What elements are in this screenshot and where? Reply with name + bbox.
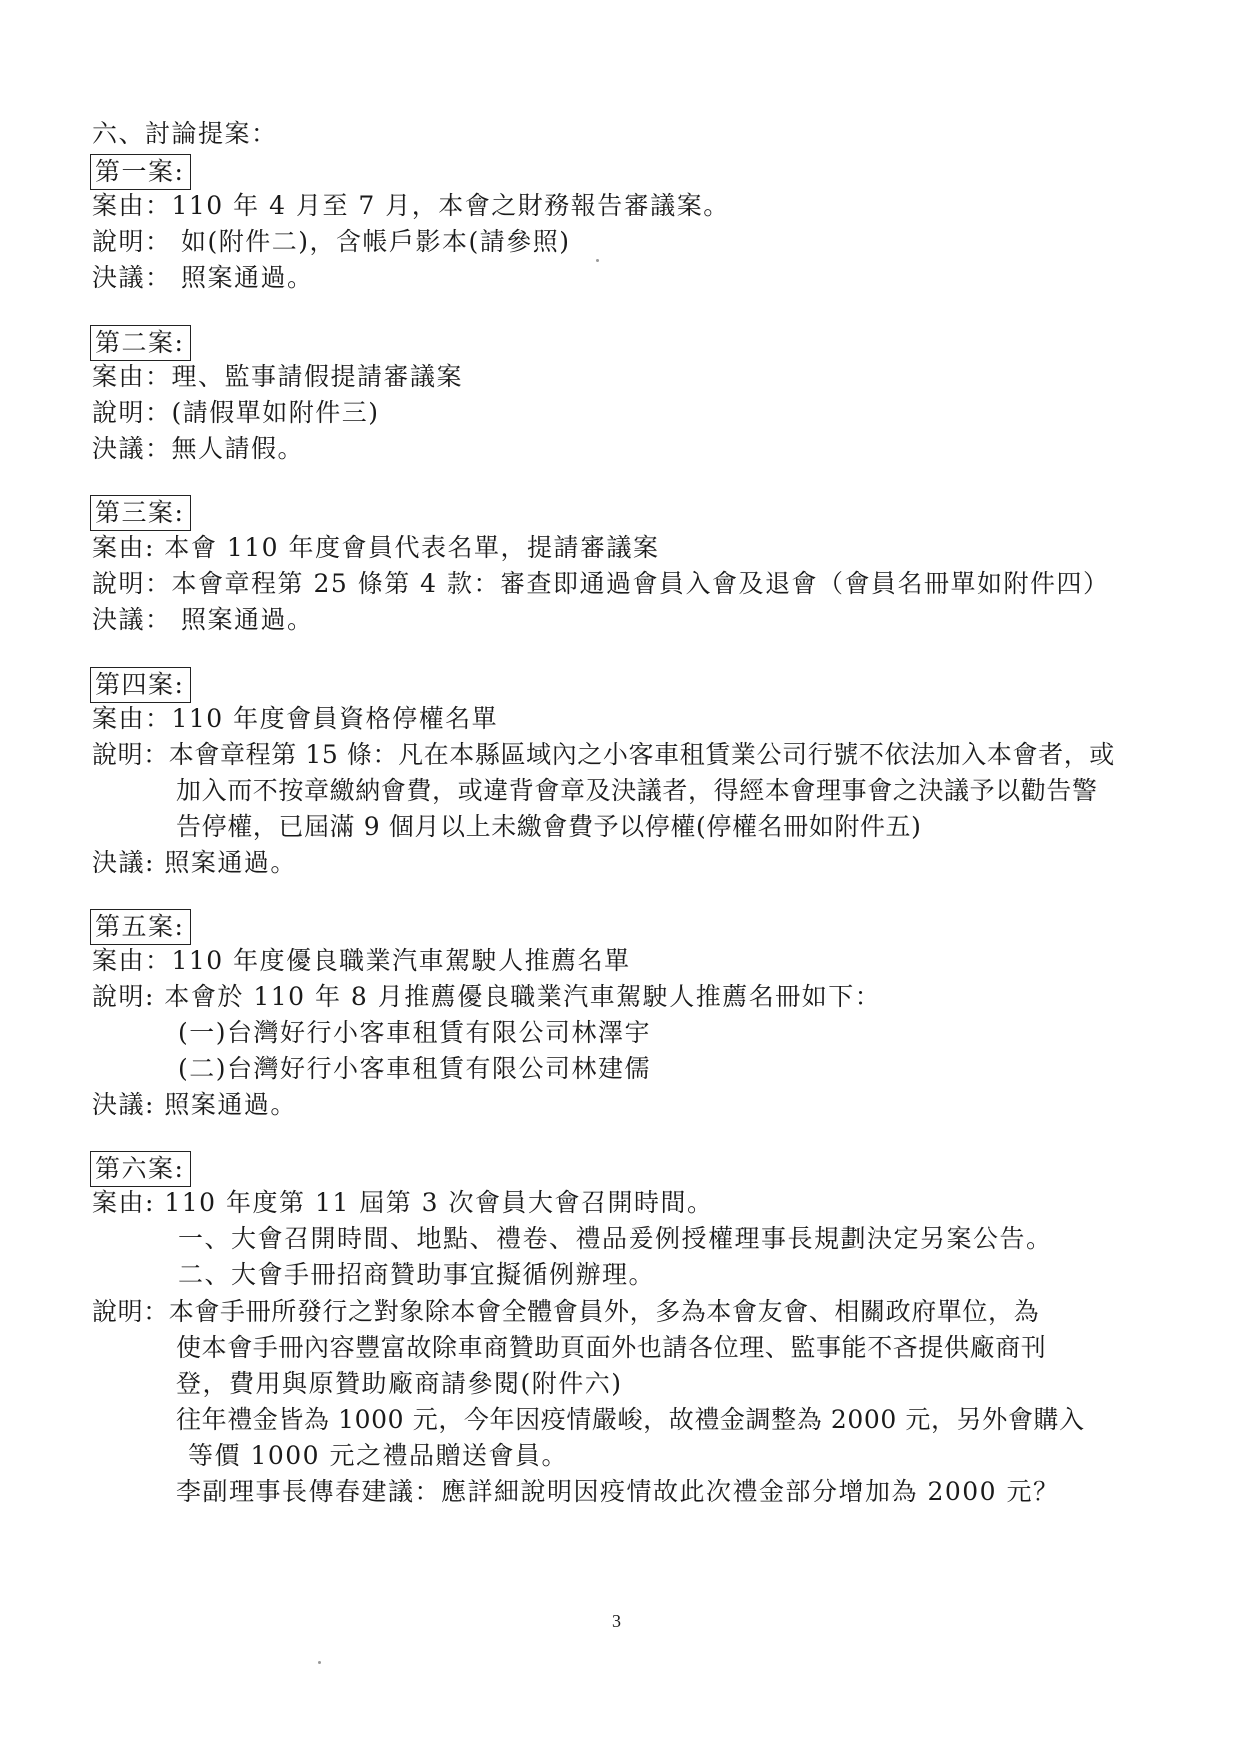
section-heading: 六、討論提案：	[92, 119, 278, 148]
case-6-suggestion: 李副理事長傳春建議：應詳細說明因疫情故此次禮金部分增加為 2000 元？	[176, 1477, 1060, 1506]
case-6-gift-note-cont: 等價 1000 元之禮品贈送會員。	[188, 1441, 569, 1470]
case-6-explanation-cont-2: 登，費用與原贊助廠商請參閱(附件六)	[176, 1369, 623, 1398]
case-3-reason: 案由: 本會 110 年度會員代表名單，提請審議案	[92, 533, 660, 562]
case-2-reason: 案由：理、監事請假提請審議案	[92, 362, 464, 391]
case-4-resolution: 決議: 照案通過。	[92, 848, 297, 877]
case-4-explanation-cont-1: 加入而不按章繳納會費，或違背會章及決議者，得經本會理事會之決議予以勸告警	[176, 776, 1098, 805]
case-6-item-1: 一、大會召開時間、地點、禮卷、禮品爰例授權理事長規劃決定另案公告。	[178, 1224, 1053, 1253]
page-number: 3	[612, 1611, 621, 1631]
case-5-reason: 案由：110 年度優良職業汽車駕駛人推薦名單	[92, 946, 631, 975]
case-1-title: 第一案:	[90, 154, 191, 190]
scan-speck	[318, 1661, 321, 1664]
case-4-explanation: 說明：本會章程第 15 條：凡在本縣區域內之小客車租賃業公司行號不依法加入本會者，或	[92, 740, 1115, 769]
case-4-title: 第四案:	[90, 667, 191, 703]
case-1-resolution: 決議： 照案通過。	[92, 263, 314, 292]
case-6-item-2: 二、大會手冊招商贊助事宜擬循例辦理。	[178, 1260, 656, 1289]
case-5-title: 第五案:	[90, 909, 191, 945]
case-1-explanation: 說明： 如(附件二)，含帳戶影本(請參照)	[92, 227, 571, 256]
case-5-nominee-2: (二)台灣好行小客車租賃有限公司林建儒	[178, 1054, 652, 1083]
case-5-nominee-1: (一)台灣好行小客車租賃有限公司林澤宇	[178, 1018, 652, 1047]
case-4-reason: 案由：110 年度會員資格停權名單	[92, 704, 499, 733]
case-6-explanation-cont-1: 使本會手冊內容豐富故除車商贊助頁面外也請各位理、監事能不吝提供廠商刊	[176, 1333, 1047, 1362]
case-1-reason: 案由：110 年 4 月至 7 月，本會之財務報告審議案。	[92, 191, 730, 220]
case-3-title: 第三案:	[90, 495, 191, 531]
case-5-resolution: 決議: 照案通過。	[92, 1090, 297, 1119]
case-5-explanation: 說明: 本會於 110 年 8 月推薦優良職業汽車駕駛人推薦名冊如下：	[92, 982, 882, 1011]
case-6-reason: 案由: 110 年度第 11 屆第 3 次會員大會召開時間。	[92, 1188, 714, 1217]
case-4-explanation-cont-2: 告停權，已屆滿 9 個月以上未繳會費予以停權(停權名冊如附件五)	[176, 812, 922, 841]
case-6-gift-note: 往年禮金皆為 1000 元，今年因疫情嚴峻，故禮金調整為 2000 元，另外會購入	[176, 1405, 1085, 1434]
case-6-explanation: 說明：本會手冊所發行之對象除本會全體會員外，多為本會友會、相關政府單位，為	[92, 1297, 1040, 1326]
scan-speck	[596, 259, 599, 262]
case-2-resolution: 決議：無人請假。	[92, 434, 305, 463]
case-3-explanation: 說明：本會章程第 25 條第 4 款：審查即通過會員入會及退會（會員名冊單如附件四）	[92, 569, 1110, 598]
case-6-title: 第六案:	[90, 1151, 191, 1187]
case-3-resolution: 決議： 照案通過。	[92, 605, 314, 634]
case-2-title: 第二案:	[90, 325, 191, 361]
case-2-explanation: 說明：(請假單如附件三)	[92, 398, 380, 427]
